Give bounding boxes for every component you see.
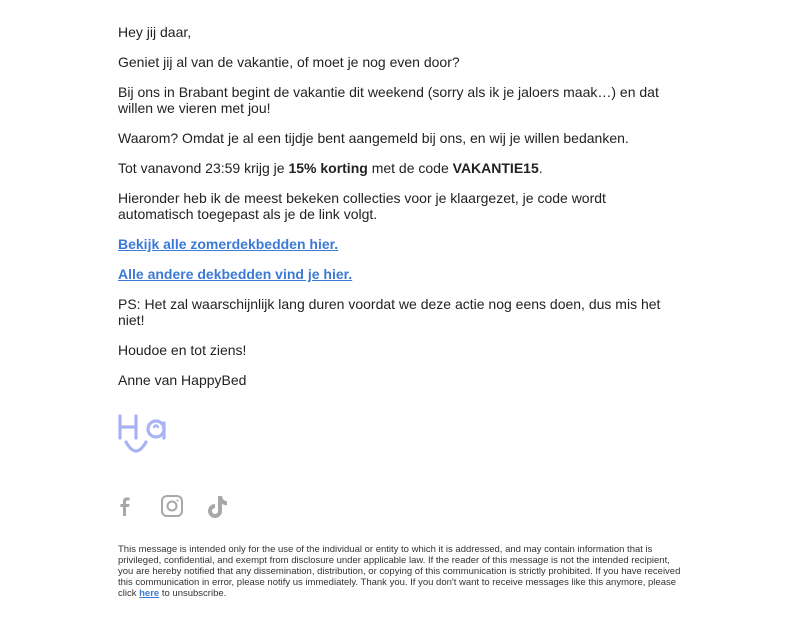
happybed-logo-icon[interactable] [118, 414, 170, 456]
tiktok-icon[interactable] [205, 494, 229, 525]
offer-line [118, 160, 682, 176]
brabant-line: Bij ons in Brabant begint de vakantie dit weekend (sorry als ik je jaloers maak…) en dat willen we vieren met jou! [118, 84, 659, 116]
link1-paragraph [118, 236, 682, 252]
closing-line: Houdoe en tot ziens! [118, 342, 247, 358]
offer-middle: met de code [367, 160, 453, 176]
discount-text: 15% korting [288, 160, 368, 176]
intro-line: Geniet jij al van de vakantie, of moet je nog even door? [118, 54, 460, 70]
link2-paragraph [118, 266, 682, 282]
ps-line: PS: Het zal waarschijnlijk lang duren voordat we deze actie nog eens doen, dus mis het niet! [118, 296, 661, 328]
instagram-icon[interactable] [160, 494, 184, 523]
unsubscribe-link[interactable]: here [139, 588, 160, 599]
email-body [118, 24, 682, 402]
summer-duvets-link[interactable]: Bekijk alle zomerdekbedden hier. [118, 236, 339, 252]
other-duvets-link[interactable]: Alle andere dekbedden vind je hier. [118, 266, 353, 282]
offer-prefix: Tot vanavond 23:59 krijg je [118, 160, 289, 176]
greeting: Hey jij daar, [118, 24, 192, 40]
disclaimer-text: This message is intended only for the use of the individual or entity to which it is addressed, and may contain information that is privileged, confidential, and exempt from disclosure under applicable law. If the reader of this message is not the intended recipient, you are hereby notified that any dissemination, distribution, or copying of this communication is strictly prohibited. If you have received this communication in error, please notify us immediately. Thank you. If you don't want to receive messages like this anymore, please click [118, 544, 681, 599]
disclaimer [118, 544, 684, 599]
collections-line: Hieronder heb ik de meest bekeken collecties voor je klaargezet, je code wordt automatisch toegepast als je de link volgt. [118, 190, 606, 222]
signature: Anne van HappyBed [118, 372, 247, 388]
offer-suffix: . [538, 160, 543, 176]
disclaimer-suffix: to unsubscribe. [159, 588, 227, 599]
discount-code: VAKANTIE15 [452, 160, 539, 176]
reason-line: Waarom? Omdat je al een tijdje bent aangemeld bij ons, en wij je willen bedanken. [118, 130, 629, 146]
facebook-icon[interactable] [118, 494, 132, 523]
